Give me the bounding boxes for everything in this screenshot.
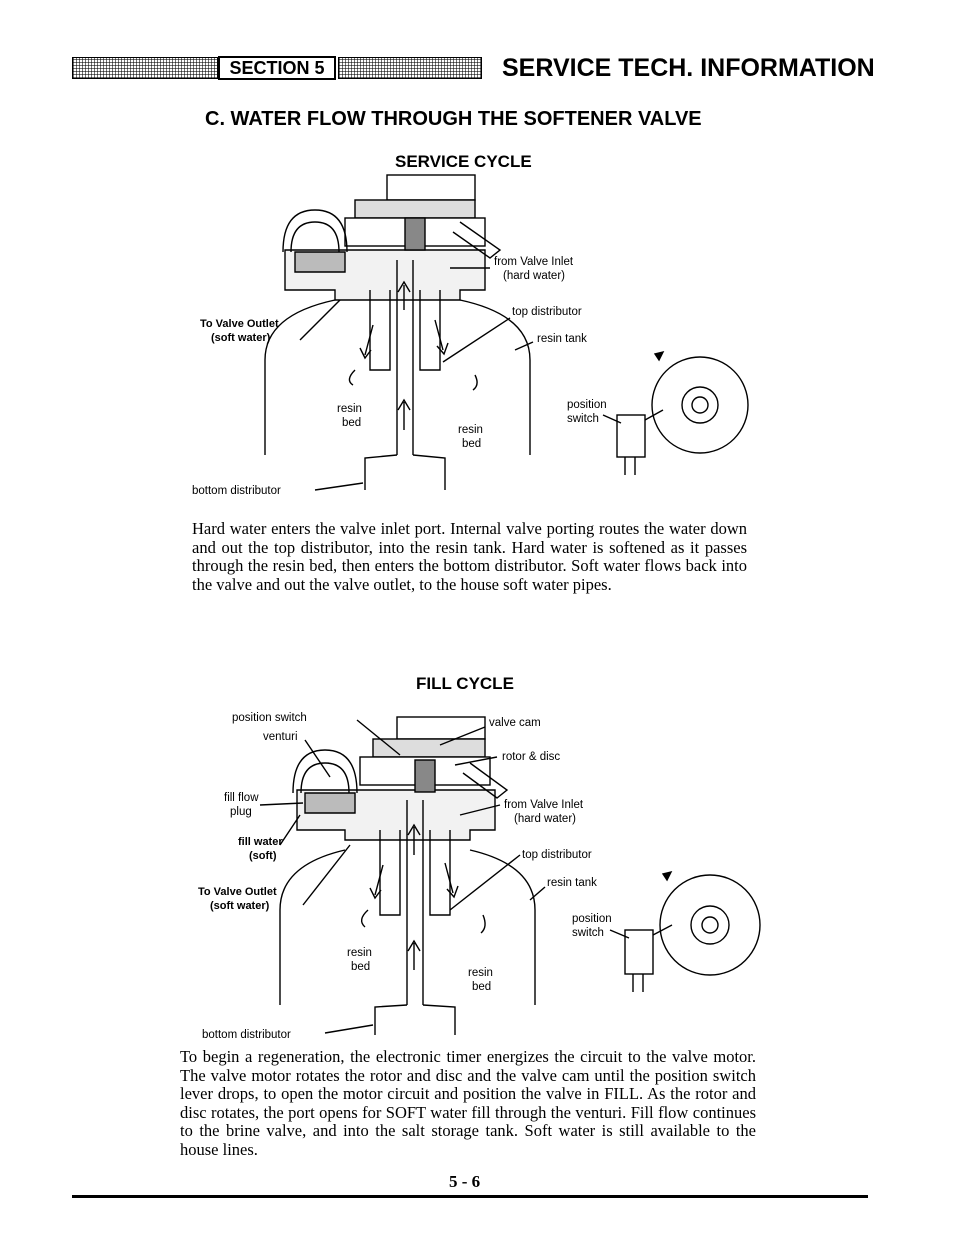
header-hatch-right xyxy=(338,57,482,79)
service-cycle-description: Hard water enters the valve inlet port. Internal valve porting routes the water down and out the top distributor, into the resin tank. Hard water is softened as it passes through the resin bed, then enters the bottom distributor. Soft water flows back into the valve and out the valve outlet, to the house soft water pipes. xyxy=(192,519,747,594)
service-label-top-distributor: top distributor xyxy=(512,306,582,318)
fill-cycle-diagram xyxy=(185,705,765,1050)
fill-label-bottom-distributor: bottom distributor xyxy=(202,1029,291,1041)
service-label-bottom-distributor: bottom distributor xyxy=(192,485,281,497)
fill-label-resin-right: resin xyxy=(468,967,493,979)
section-heading: C. WATER FLOW THROUGH THE SOFTENER VALVE xyxy=(205,108,702,130)
fill-label-top-distributor: top distributor xyxy=(522,849,592,861)
fill-label-resin-tank: resin tank xyxy=(547,877,597,889)
footer-rule xyxy=(72,1195,868,1198)
service-cycle-diagram xyxy=(185,170,765,500)
fill-label-switch: switch xyxy=(572,927,604,939)
fill-label-outlet-1: To Valve Outlet xyxy=(198,886,277,898)
fill-label-bed-left: bed xyxy=(351,961,371,973)
service-label-resin-right: resin xyxy=(458,424,483,436)
fill-label-resin-left: resin xyxy=(347,947,372,959)
fill-label-venturi: venturi xyxy=(263,731,298,743)
service-label-position: position xyxy=(567,399,607,411)
fill-label-soft: (soft) xyxy=(249,850,277,862)
fill-label-fill-flow: fill flow xyxy=(224,792,259,804)
service-label-resin-left: resin xyxy=(337,403,362,415)
fill-label-fill-water: fill water xyxy=(238,836,283,848)
service-label-switch: switch xyxy=(567,413,599,425)
page-number: 5 - 6 xyxy=(449,1172,481,1191)
service-label-resin-tank: resin tank xyxy=(537,333,587,345)
fill-label-plug: plug xyxy=(230,806,252,818)
fill-label-valve-cam: valve cam xyxy=(489,717,541,729)
page-header-title: SERVICE TECH. INFORMATION xyxy=(502,54,875,82)
service-label-outlet-1: To Valve Outlet xyxy=(200,318,279,330)
fill-label-rotor-disc: rotor & disc xyxy=(502,751,561,763)
fill-label-outlet-2: (soft water) xyxy=(210,900,270,912)
service-label-inlet-2: (hard water) xyxy=(503,270,565,282)
fill-label-inlet-1: from Valve Inlet xyxy=(504,799,584,811)
header-hatch-left xyxy=(72,57,218,79)
service-label-outlet-2: (soft water) xyxy=(211,332,271,344)
fill-label-position-switch: position switch xyxy=(232,712,307,724)
service-label-bed-right: bed xyxy=(462,438,482,450)
service-cycle-title: SERVICE CYCLE xyxy=(395,152,532,171)
fill-label-inlet-2: (hard water) xyxy=(514,813,576,825)
section-label: SECTION 5 xyxy=(218,56,336,80)
service-label-inlet-1: from Valve Inlet xyxy=(494,256,574,268)
fill-cycle-title: FILL CYCLE xyxy=(416,674,514,693)
fill-label-bed-right: bed xyxy=(472,981,492,993)
fill-cycle-description: To begin a regeneration, the electronic timer energizes the circuit to the valve motor. The valve motor rotates the rotor and disc and the valve cam until the position switch lever drops, to open the motor circuit and position the valve in FILL. As the rotor and disc rotates, the port opens for SOFT water fill through the venturi. Fill flow continues to the brine valve, and into the salt storage tank. Soft water is still available to the house lines. xyxy=(180,1047,756,1159)
fill-label-position: position xyxy=(572,913,612,925)
service-label-bed-left: bed xyxy=(342,417,362,429)
